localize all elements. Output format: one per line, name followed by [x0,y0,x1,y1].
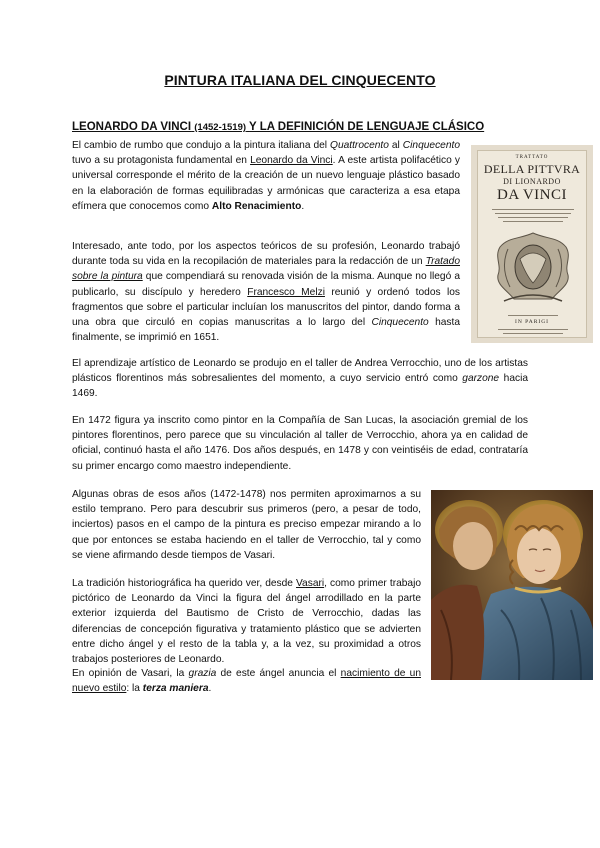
cover-bottom-line: IN PARIGI [514,319,549,325]
heading-rest: Y LA DEFINICIÓN DE LENGUAJE CLÁSICO [249,121,485,133]
cover-title-line1: DELLA PITTVRA [483,162,581,176]
cover-page [477,150,587,338]
cover-title-line2: DI LIONARDO [503,177,561,186]
tratado-link[interactable]: Tratado sobre la pintura [72,256,460,283]
cover-text-line [498,329,568,330]
paragraph-grazia: En opinión de Vasari, la grazia de este ángel anuncia el nacimiento de un nuevo estilo: la terza maniera. [72,668,421,695]
garzone-term: garzone [462,373,500,385]
cinquecento-term: Cinquecento [402,140,460,151]
page-title: PINTURA ITALIANA DEL CINQUECENTO [164,72,436,88]
paragraph-intro: El cambio de rumbo que condujo a la pintura italiana del Quattrocento al Cinquecento tuvo a su protagonista fundamental en Leonardo da Vinci. A este artista polifacético y universal corresponde el mérito de la creación de un nuevo lenguaje plástico basado en la elaboración de formas equilibradas y armónicas que caracteriza a esa etapa efímera que conocemos como Alto Renacimiento. [72,140,460,212]
heading-name: LEONARDO DA VINCI [72,121,192,133]
quattrocento-term: Quattrocento [330,140,389,151]
leonardo-link[interactable]: Leonardo da Vinci [250,155,333,167]
paragraph-aprendizaje: El aprendizaje artístico de Leonardo se produjo en el taller de Andrea Verrocchio, uno de los artistas plásticos florentinos más sobresalientes del momento, a cuyo servicio entró como garzone hacia 1469. [72,358,529,400]
alto-renacimiento-term: Alto Renacimiento [211,200,302,212]
paragraph-compania: En 1472 figura ya inscrito como pintor en la Compañía de San Lucas, la asociación gremial de los pintores florentinos, pero parece que su vinculación al taller de Verrocchio, ahora ya en calidad de oficial, continuó hasta el año 1476. Dos años después, en 1478 y con veintiséis de edad, contrataría su primer encargo como maestro independiente. [72,415,528,472]
paragraph-tratado: Interesado, ante todo, por los aspectos teóricos de su profesión, Leonardo trabajó durante toda su vida en la recopilación de materiales para la redacción de un Tratado sobre la pintura que compendiará su renovada visión de la misma. Aunque no llegó a publicarlo, su discípulo y heredero Francesco Melzi reunió y ordenó todos los fragmentos que sobre el particular incluían los manuscritos del pintor, dando forma a una obra que circuló en copias manuscritas a lo largo del Cinquecento hasta finalmente, se imprimió en 1651. [72,241,460,344]
grazia-term: grazia [188,668,217,679]
angel-painting-icon [431,490,593,680]
cover-top-line: TRATTATO [515,155,549,160]
cover-text-line [503,333,563,334]
cover-title-line3: DA VINCI [497,187,567,203]
nacimiento-link[interactable]: nacimiento de un nuevo estilo [72,668,421,695]
baptism-angels-painting [431,490,593,680]
cover-text-line [503,221,563,222]
cinquecento-term: Cinquecento [371,317,429,329]
heading-dates: (1452-1519) [194,122,247,133]
cover-text-line [498,217,568,218]
cover-text-line [508,315,558,316]
paragraph-tradicion: La tradición historiográfica ha querido ver, desde Vasari, como primer trabajo pictórico de Leonardo da Vinci la figura del ángel arrodillado en la parte exterior izquierda del Bautismo de Cristo de Verrocchio, dadas las diferencias de concepción figurativa y tratamiento plástico que se advierten entre dicho ángel y el resto de la tabla y, a la vez, su proximidad a otros trabajos posteriores de Leonardo. [72,578,422,666]
cover-text-line [492,209,574,210]
tratado-cover-image [471,145,593,343]
paragraph-estilo-temprano: Algunas obras de esos años (1472-1478) nos permiten aproximarnos a su estilo temprano. Pero para descubrir sus primeros (pero, a pesar de todo, inciertos) pasos en el campo de la pintura es preciso empezar mirando a lo que por entonces se estaba haciendo en el taller de Verrocchio, tal y como se viene afirmando desde tiempos de Vasari. [72,489,421,561]
vasari-link[interactable]: Vasari [296,578,325,589]
cover-emblem-icon [490,229,576,307]
terza-maniera-term: terza maniera [142,683,209,695]
melzi-link[interactable]: Francesco Melzi [247,286,325,298]
section-heading [72,121,532,133]
cover-text-line [495,213,571,214]
